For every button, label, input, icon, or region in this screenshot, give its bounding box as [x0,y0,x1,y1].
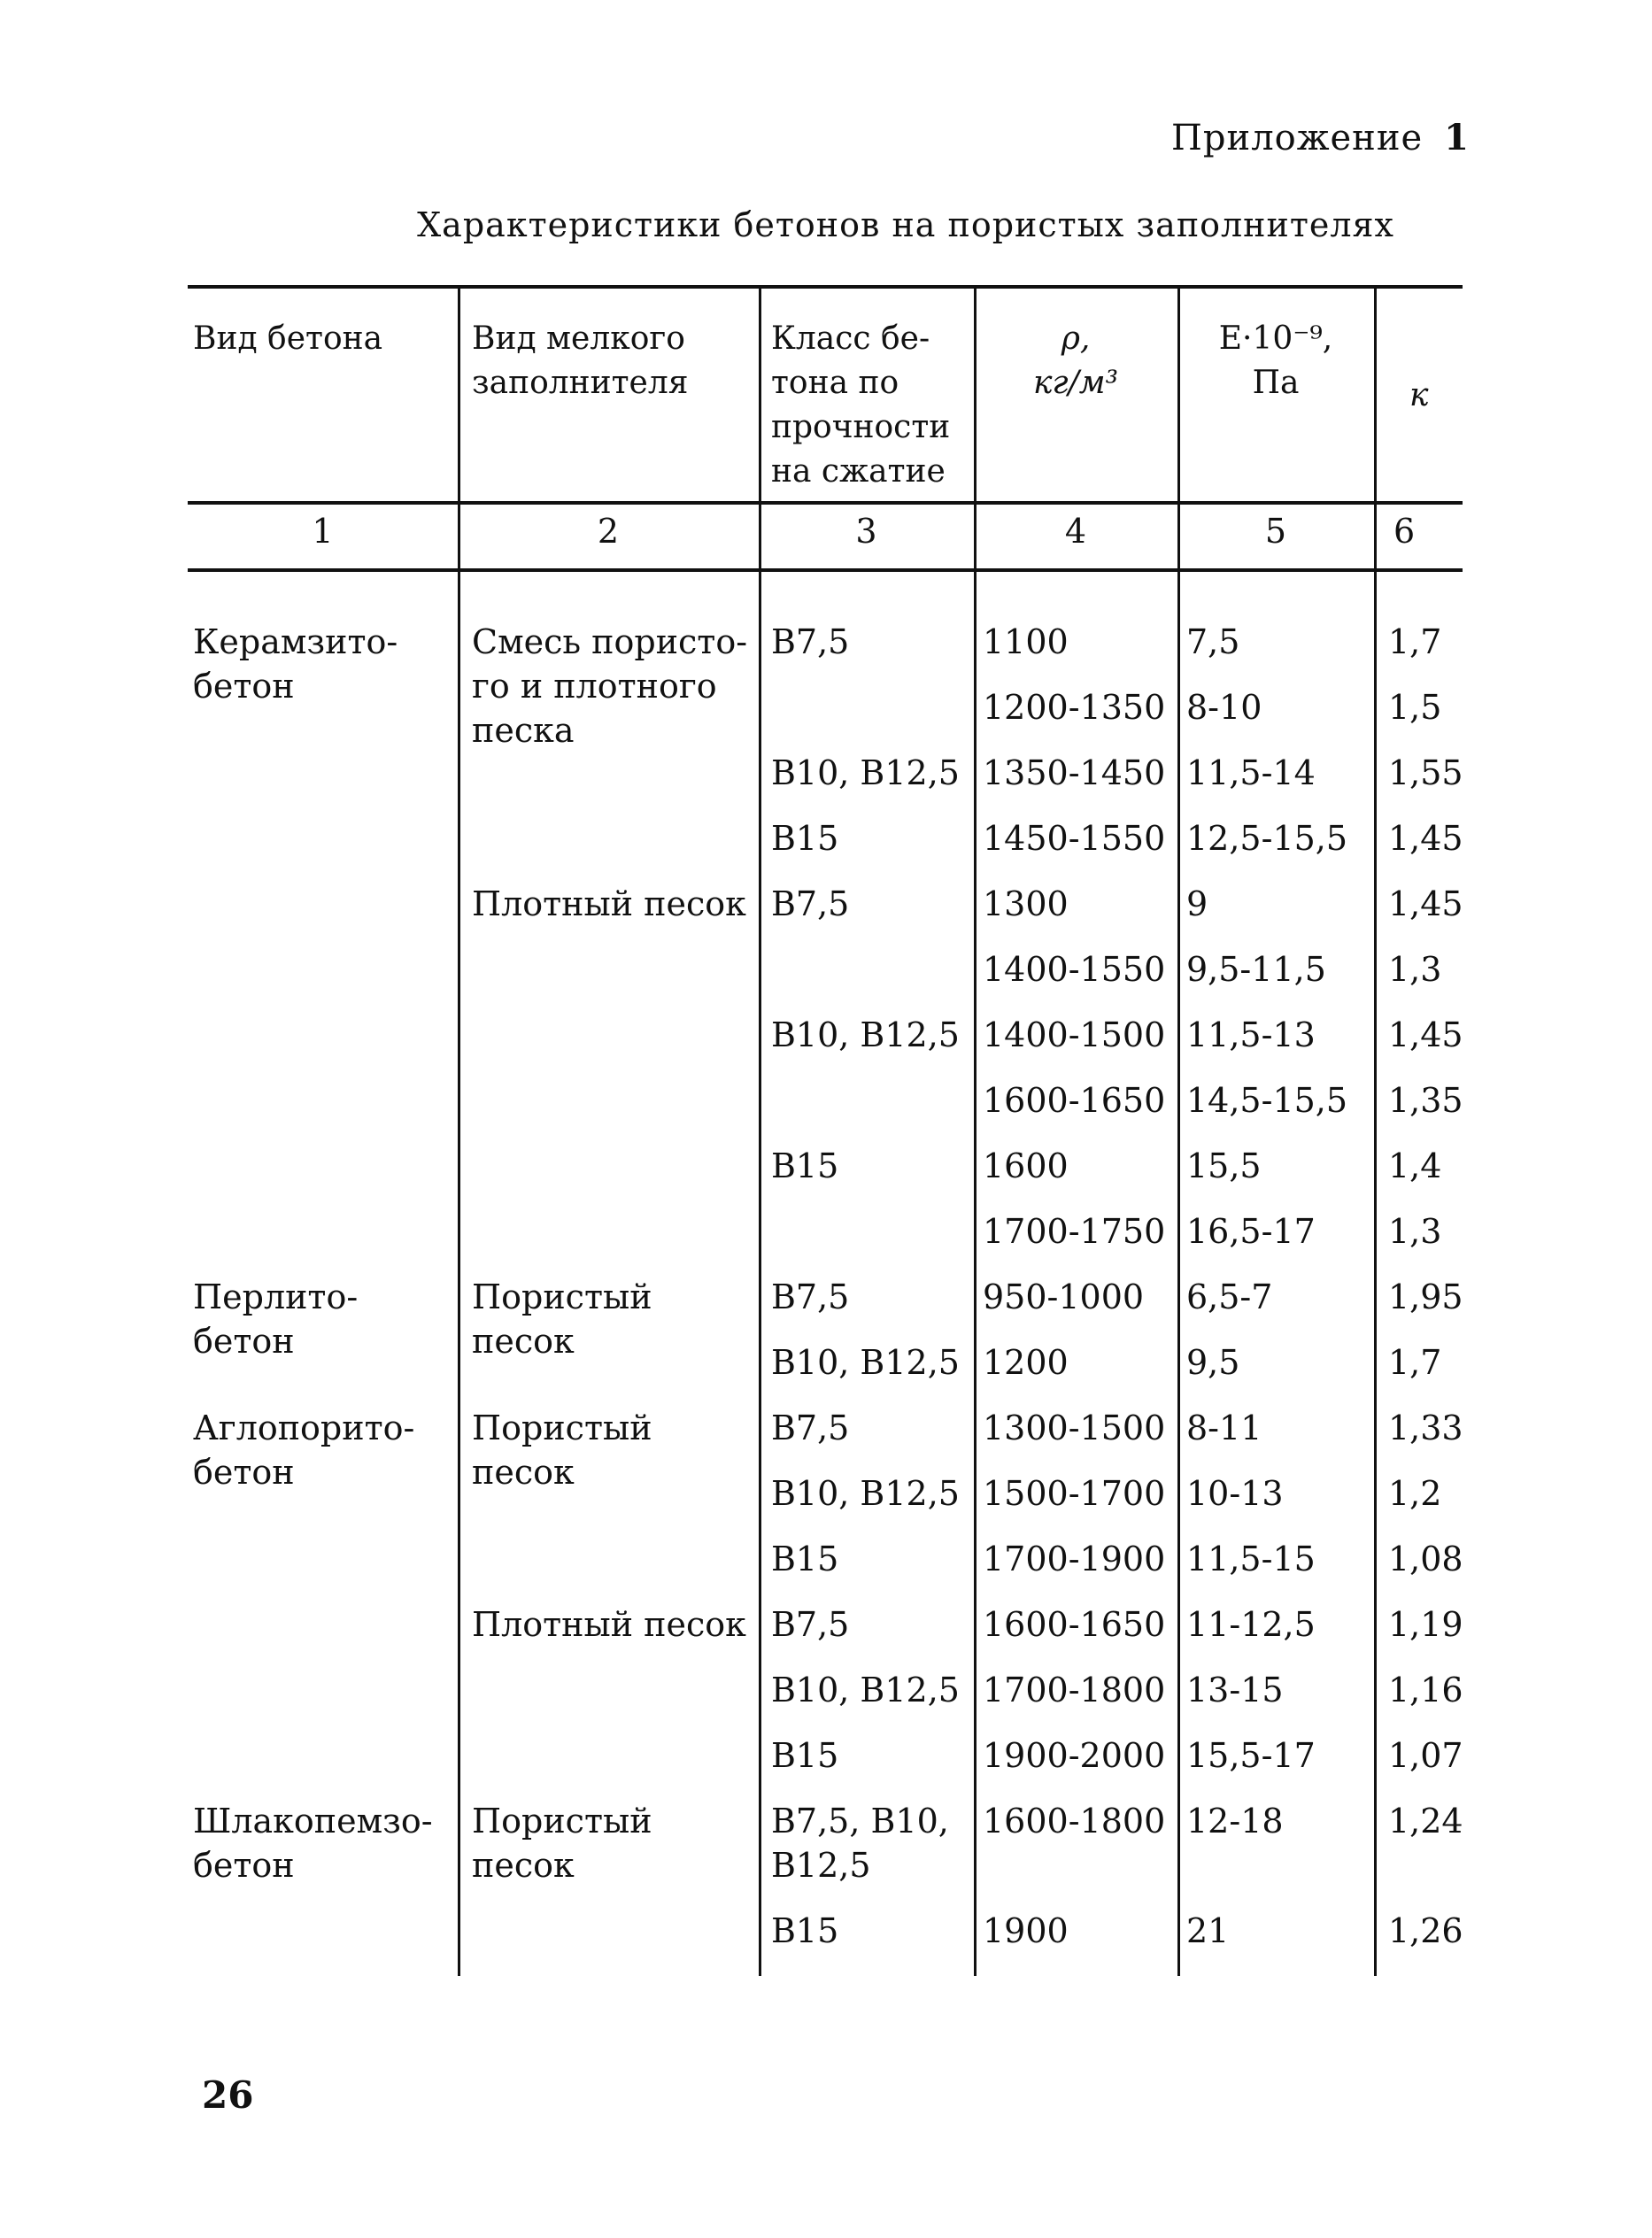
table-cell: 1,45 [1388,1015,1463,1054]
table-cell: 950-1000 [983,1277,1145,1316]
table-cell: В7,5 [771,884,850,923]
column-number-1: 1 [312,512,334,551]
table-cell: 21 [1186,1911,1230,1950]
table-cell: 9,5-11,5 [1186,950,1326,989]
table-cell: 1100 [983,622,1069,661]
table-cell: 9 [1186,884,1208,923]
table-cell: 11,5-13 [1186,1015,1316,1054]
table-cell: 1400-1550 [983,950,1166,989]
table-cell: Пористый песок [472,1408,652,1492]
table-cell: Плотный песок [472,1605,746,1644]
table-cell: 7,5 [1186,622,1240,661]
table-cell: 1,33 [1388,1408,1463,1447]
table-cell: В7,5 [771,1408,850,1447]
table-cell: В10, В12,5 [771,1474,960,1513]
table-cell: Пористый песок [472,1802,652,1885]
table-cell: 1300 [983,884,1069,923]
table-cell: 14,5-15,5 [1186,1081,1348,1120]
table-cell: 1500-1700 [983,1474,1166,1513]
table-cell: 1600-1800 [983,1802,1166,1841]
table-cell: 1,2 [1388,1474,1442,1513]
header-cell-6: к [1409,377,1429,413]
table-cell: 1,07 [1388,1736,1463,1775]
table-cell: 11-12,5 [1186,1605,1316,1644]
table-cell: В15 [771,1911,839,1950]
table-cell: 13-15 [1186,1671,1284,1709]
table-cell: Перлито- бетон [193,1277,359,1361]
table-cell: В15 [771,1736,839,1775]
table-cell: 1,5 [1388,688,1442,727]
table-cell: 6,5-7 [1186,1277,1273,1316]
table-cell: 1450-1550 [983,819,1166,858]
table-cell: 12,5-15,5 [1186,819,1348,858]
table-cell: В10, В12,5 [771,1015,960,1054]
table-cell: В10, В12,5 [771,753,960,792]
table-cell: 16,5-17 [1186,1212,1316,1251]
table-cell: 1,3 [1388,950,1442,989]
table-cell: 1300-1500 [983,1408,1166,1447]
header-cell-5: E·10⁻⁹, Па [1218,320,1333,401]
table-cell: 1200-1350 [983,688,1166,727]
table-cell: 12-18 [1186,1802,1284,1841]
table-cell: В10, В12,5 [771,1343,960,1382]
table-cell: В10, В12,5 [771,1671,960,1709]
table-cell: 15,5 [1186,1146,1262,1185]
table-cell: 1,24 [1388,1802,1463,1841]
header-cell-3: Класс бе- тона по прочности на сжатие [771,320,951,490]
table-cell: В7,5 [771,622,850,661]
table-title: Характеристики бетонов на пористых заполнителях [417,205,1394,244]
table-cell: 1400-1500 [983,1015,1166,1054]
table-cell: 1,45 [1388,884,1463,923]
table-cell: 9,5 [1186,1343,1240,1382]
table-cell: 10-13 [1186,1474,1284,1513]
table-cell: 1700-1900 [983,1540,1166,1578]
table-cell: 11,5-15 [1186,1540,1316,1578]
table-cell: 15,5-17 [1186,1736,1316,1775]
table-cell: 1,95 [1388,1277,1463,1316]
header-cell-2: Вид мелкого заполнителя [472,320,689,401]
table-cell: В7,5 [771,1277,850,1316]
column-number-6: 6 [1393,512,1416,551]
table-cell: 1,3 [1388,1212,1442,1251]
table-cell: 1,7 [1388,1343,1442,1382]
table-cell: 1,4 [1388,1146,1442,1185]
table-cell: Шлакопемзо- бетон [193,1802,433,1885]
table-cell: 1,26 [1388,1911,1463,1950]
table-cell: В15 [771,1540,839,1578]
table-cell: В15 [771,819,839,858]
column-number-3: 3 [855,512,877,551]
table-rule-1 [188,285,1463,289]
column-number-5: 5 [1264,512,1287,551]
table-cell: 1200 [983,1343,1069,1382]
table-cell: 1700-1800 [983,1671,1166,1709]
table-cell: 1,19 [1388,1605,1463,1644]
table-rule-2 [188,501,1463,505]
table-cell: Аглопорито- бетон [193,1408,415,1492]
header-cell-4: ρ, кг/м³ [1032,320,1119,401]
table-cell: В7,5, В10, В12,5 [771,1802,949,1885]
table-cell: 1,55 [1388,753,1463,792]
table-cell: Пористый песок [472,1277,652,1361]
table-cell: 1600-1650 [983,1605,1166,1644]
table-cell: 1900 [983,1911,1069,1950]
table-cell: 1600-1650 [983,1081,1166,1120]
header-cell-1: Вид бетона [193,320,383,357]
column-number-2: 2 [597,512,620,551]
table-cell: Плотный песок [472,884,746,923]
table-cell: В7,5 [771,1605,850,1644]
table-rule-3 [188,568,1463,572]
table-cell: 1,35 [1388,1081,1463,1120]
page-number: 26 [202,2073,254,2117]
table-cell: 8-10 [1186,688,1262,727]
table-cell: Керамзито- бетон [193,622,398,706]
appendix-number: 1 [1444,117,1470,158]
table-cell: 1,16 [1388,1671,1463,1709]
table-cell: В15 [771,1146,839,1185]
table-cell: 1700-1750 [983,1212,1166,1251]
column-divider-5 [1374,285,1377,1976]
table-cell: 1,45 [1388,819,1463,858]
table-cell: 11,5-14 [1186,753,1316,792]
table-cell: 1900-2000 [983,1736,1166,1775]
appendix-text: Приложение [1171,118,1424,158]
appendix-label [1171,117,1470,158]
table-cell: 1600 [983,1146,1069,1185]
table-cell: 1350-1450 [983,753,1166,792]
table-cell: 1,7 [1388,622,1442,661]
table-cell: 8-11 [1186,1408,1262,1447]
table-cell: Смесь пористо- го и плотного песка [472,622,748,750]
column-number-4: 4 [1064,512,1087,551]
table-cell: 1,08 [1388,1540,1463,1578]
